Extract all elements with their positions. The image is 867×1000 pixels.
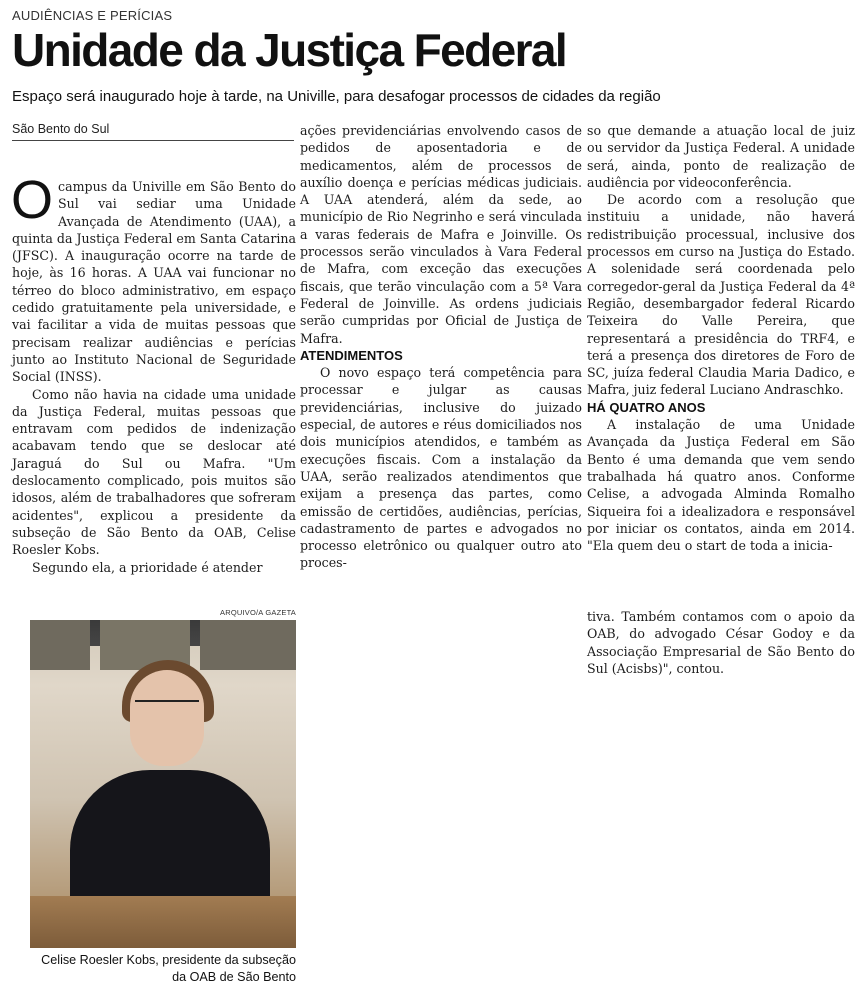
drop-cap: O: [11, 170, 54, 230]
paragraph: so que demande a atuação local de juiz ou servidor da Justiça Federal. A unidade será, ainda, ponto de realização de audiência por videoconferência.: [587, 123, 855, 190]
glasses: [135, 700, 199, 716]
paragraph: [11, 170, 296, 386]
article-headline: Unidade da Justiça Federal: [12, 24, 567, 76]
wall-panel: [30, 620, 90, 670]
section-kicker: AUDIÊNCIAS E PERÍCIAS: [12, 8, 173, 23]
section-heading: HÁ QUATRO ANOS: [587, 399, 706, 415]
paragraph: A instalação de uma Unidade Avançada da Justiça Federal em São Bento é uma demanda que vem sendo trabalhada há quatro anos. Conforme Celise, a advogada Alminda Romalho Siqueira foi a idealizadora e responsável por iniciar os contatos, ainda em 2014. "Ela quem deu o start de toda a inicia-: [587, 417, 855, 554]
wall-panel: [200, 620, 296, 670]
paragraph-text: campus da Univille em São Bento do Sul vai sediar uma Unidade Avançada de Atendimento (UAA), a quinta da Justiça Federal em Santa Catarina (JFSC). A inauguração ocorre na tarde de hoje, às 16 horas. A UAA vai funcionar no térreo do bloco administrativo, em espaço cedido gratuitamente pela universidade, e vai facilitar a vida de muitas pessoas que precisam realizar audiências e perícias junto ao Instituto Nacional de Seguridade Social (INSS).: [12, 179, 296, 385]
portrait-photo: [30, 620, 296, 948]
paragraph: ações previdenciárias envolvendo casos de pedidos de aposentadoria e de medicamentos, além de processos de auxílio doença e perícias médicas judiciais. A UAA atenderá, além da sede, ao município de Rio Negrinho e será vinculada a varas federais de Mafra e Joinville. Os processos serão vinculados à Vara Federal de Mafra, com exceção das execuções fiscais, que terão vinculação com a 5ª Vara Federal de Joinville. As ordens judiciais serão cumpridas por Oficial de Justiça de Mafra.: [300, 123, 582, 346]
section-heading: ATENDIMENTOS: [300, 347, 403, 363]
dateline: São Bento do Sul: [12, 122, 294, 141]
person-face: [130, 670, 204, 766]
column-1: [11, 170, 296, 576]
article-subhead: Espaço será inaugurado hoje à tarde, na Univille, para desafogar processos de cidades da região: [12, 88, 661, 105]
paragraph: tiva. Também contamos com o apoio da OAB, do advogado César Godoy e da Associação Empresarial de São Bento do Sul (Acisbs)", contou.: [587, 609, 855, 676]
paragraph: Segundo ela, a prioridade é atender: [32, 559, 263, 575]
photo-credit: ARQUIVO/A GAZETA: [220, 608, 296, 617]
column-3: [587, 122, 855, 554]
photo-caption: Celise Roesler Kobs, presidente da subseção da OAB de São Bento: [41, 953, 296, 984]
paragraph: Como não havia na cidade uma unidade da Justiça Federal, muitas pessoas que entravam com pedidos de indenização acabavam tendo que se deslocar até Jaraguá do Sul ou Mafra. "Um deslocamento complicado, pois muitos são idosos, além de trabalhadores que sofreram acidentes", explicou a presidente da subseção de São Bento da OAB, Celise Roesler Kobs.: [12, 386, 296, 558]
paragraph: O novo espaço terá competência para processar e julgar as causas previdenciárias, inclusive do juizado especial, de autores e réus domiciliados nos dois municípios atendidos, e também as execuções fiscais. Com a instalação da UAA, serão realizados atendimentos que exijam a presença das partes, como emissão de certidões, audiências, perícias, cadastramento de partes e advogados no processo eletrônico ou qualquer outro ato proces-: [300, 365, 582, 571]
desk: [30, 896, 296, 948]
column-3-continued: [587, 608, 855, 677]
column-2: [300, 122, 582, 572]
paragraph: De acordo com a resolução que instituiu a unidade, não haverá redistribuição processual, inclusive dos processos em curso na Justiça do Estado. A solenidade será coordenada pelo corregedor-geral da Justiça Federal da 4ª Região, desembargador federal Ricardo Teixeira do Valle Pereira, que representará a presidência do TRF4, e terá a presença dos diretores de Foro de SC, juíza federal Claudia Maria Dadico, e Mafra, juiz federal Luciano Andraschko.: [587, 192, 855, 398]
